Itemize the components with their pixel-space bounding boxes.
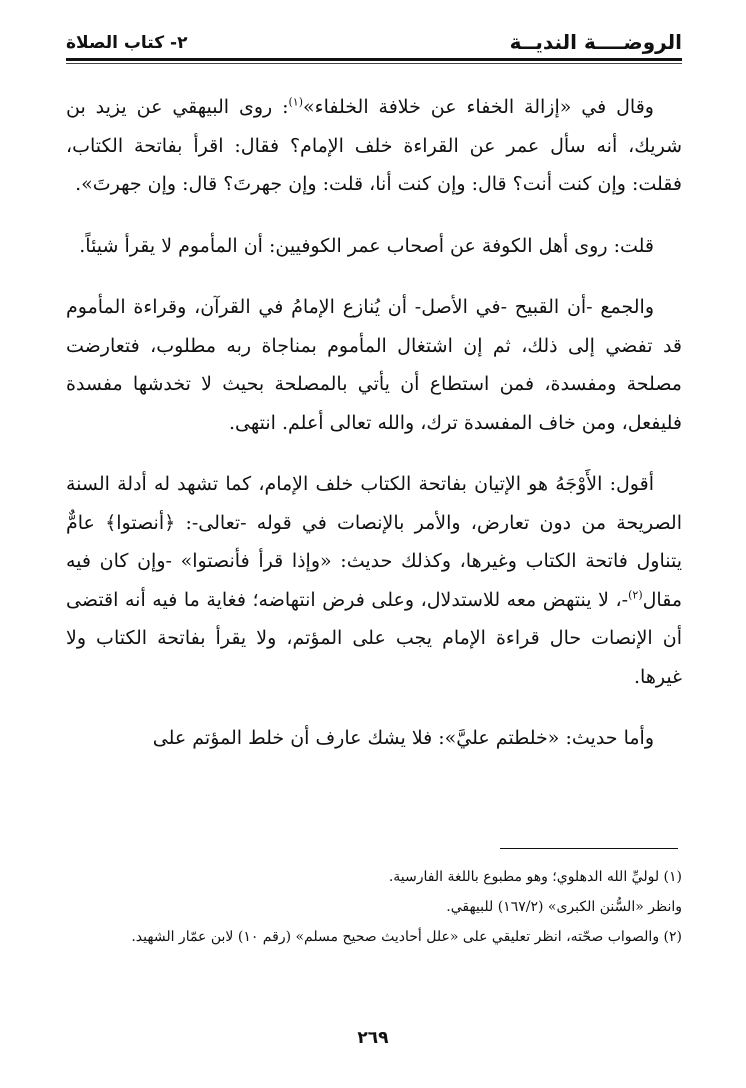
chapter-title: ٢- كتاب الصلاة: [66, 33, 188, 53]
footnote: (٢) والصواب صحّته، انظر تعليقي على «علل أحاديث صحيح مسلم» (رقم ١٠) لابن عمّار الشهيد.: [131, 929, 682, 945]
paragraph-text: : روى البيهقي عن يزيد بن شريك، أنه سأل عمر عن القراءة خلف الإمام؟ فقال: اقرأ بفاتحة الكتاب، فقلت: وإن كنت أنت؟ قال: وإن كنت أنا، قلت: وإن جهرتَ؟ قال: وإن جهرتَ».: [66, 96, 682, 195]
page-number: ٢٦٩: [357, 1028, 389, 1048]
paragraph: [66, 88, 682, 204]
footnote: (١) لوليِّ الله الدهلوي؛ وهو مطبوع باللغة الفارسية.: [388, 869, 682, 885]
footnote-divider: [500, 848, 678, 849]
book-title: الروضــــة النديــة: [509, 30, 682, 54]
running-header: [66, 26, 682, 56]
footnotes: [66, 862, 682, 952]
paragraph-text: وقال في «إزالة الخفاء عن خلافة الخلفاء»: [303, 96, 654, 118]
main-text: [66, 88, 682, 758]
paragraph: والجمع -أن القبيح -في الأصل- أن يُنازع الإمامُ في القرآن، وقراءة المأموم قد تفضي إلى ذلك، ثم إن اشتغال المأموم بمناجاة ربه مطلوب، فتعارضت مصلحة ومفسدة، فمن استطاع أن يأتي بالمصلحة بحيث لا تخدشها مفسدة فليفعل، ومن خاف المفسدة ترك، والله تعالى أعلم. انتهى.: [66, 296, 682, 434]
header-divider: [66, 58, 682, 61]
paragraph-text: أقول: الأَوْجَهُ هو الإتيان بفاتحة الكتاب خلف الإمام، كما تشهد له أدلة السنة الصريحة من دون تعارض، والأمر بالإنصات في قوله -تعالى-: ﴿أنصتوا﴾ عامٌّ يتناول فاتحة الكتاب وغيرها، وكذلك حديث: «وإذا قرأ فأنصتوا» -وإن كان فيه مقال: [66, 473, 682, 611]
paragraph: [66, 465, 682, 696]
header-divider-thin: [66, 63, 682, 64]
footnote-ref: (٢): [628, 588, 643, 602]
paragraph: قلت: روى أهل الكوفة عن أصحاب عمر الكوفيين: أن المأموم لا يقرأ شيئاً.: [79, 234, 654, 257]
paragraph: وأما حديث: «خلطتم عليَّ»: فلا يشك عارف أن خلط المؤتم على: [152, 727, 654, 749]
footnote: وانظر «السُّنن الكبرى» (١٦٧/٢) للبيهقي.: [446, 899, 682, 915]
paragraph-text: -، لا ينتهض معه للاستدلال، وعلى فرض انتهاضه؛ فغاية ما فيه أنه اقتضى أن الإنصات حال قراءة الإمام يجب على المؤتم، ولا يقرأ بفاتحة الكتاب ولا غيرها.: [66, 588, 682, 688]
footnote-ref: (١): [288, 95, 304, 109]
